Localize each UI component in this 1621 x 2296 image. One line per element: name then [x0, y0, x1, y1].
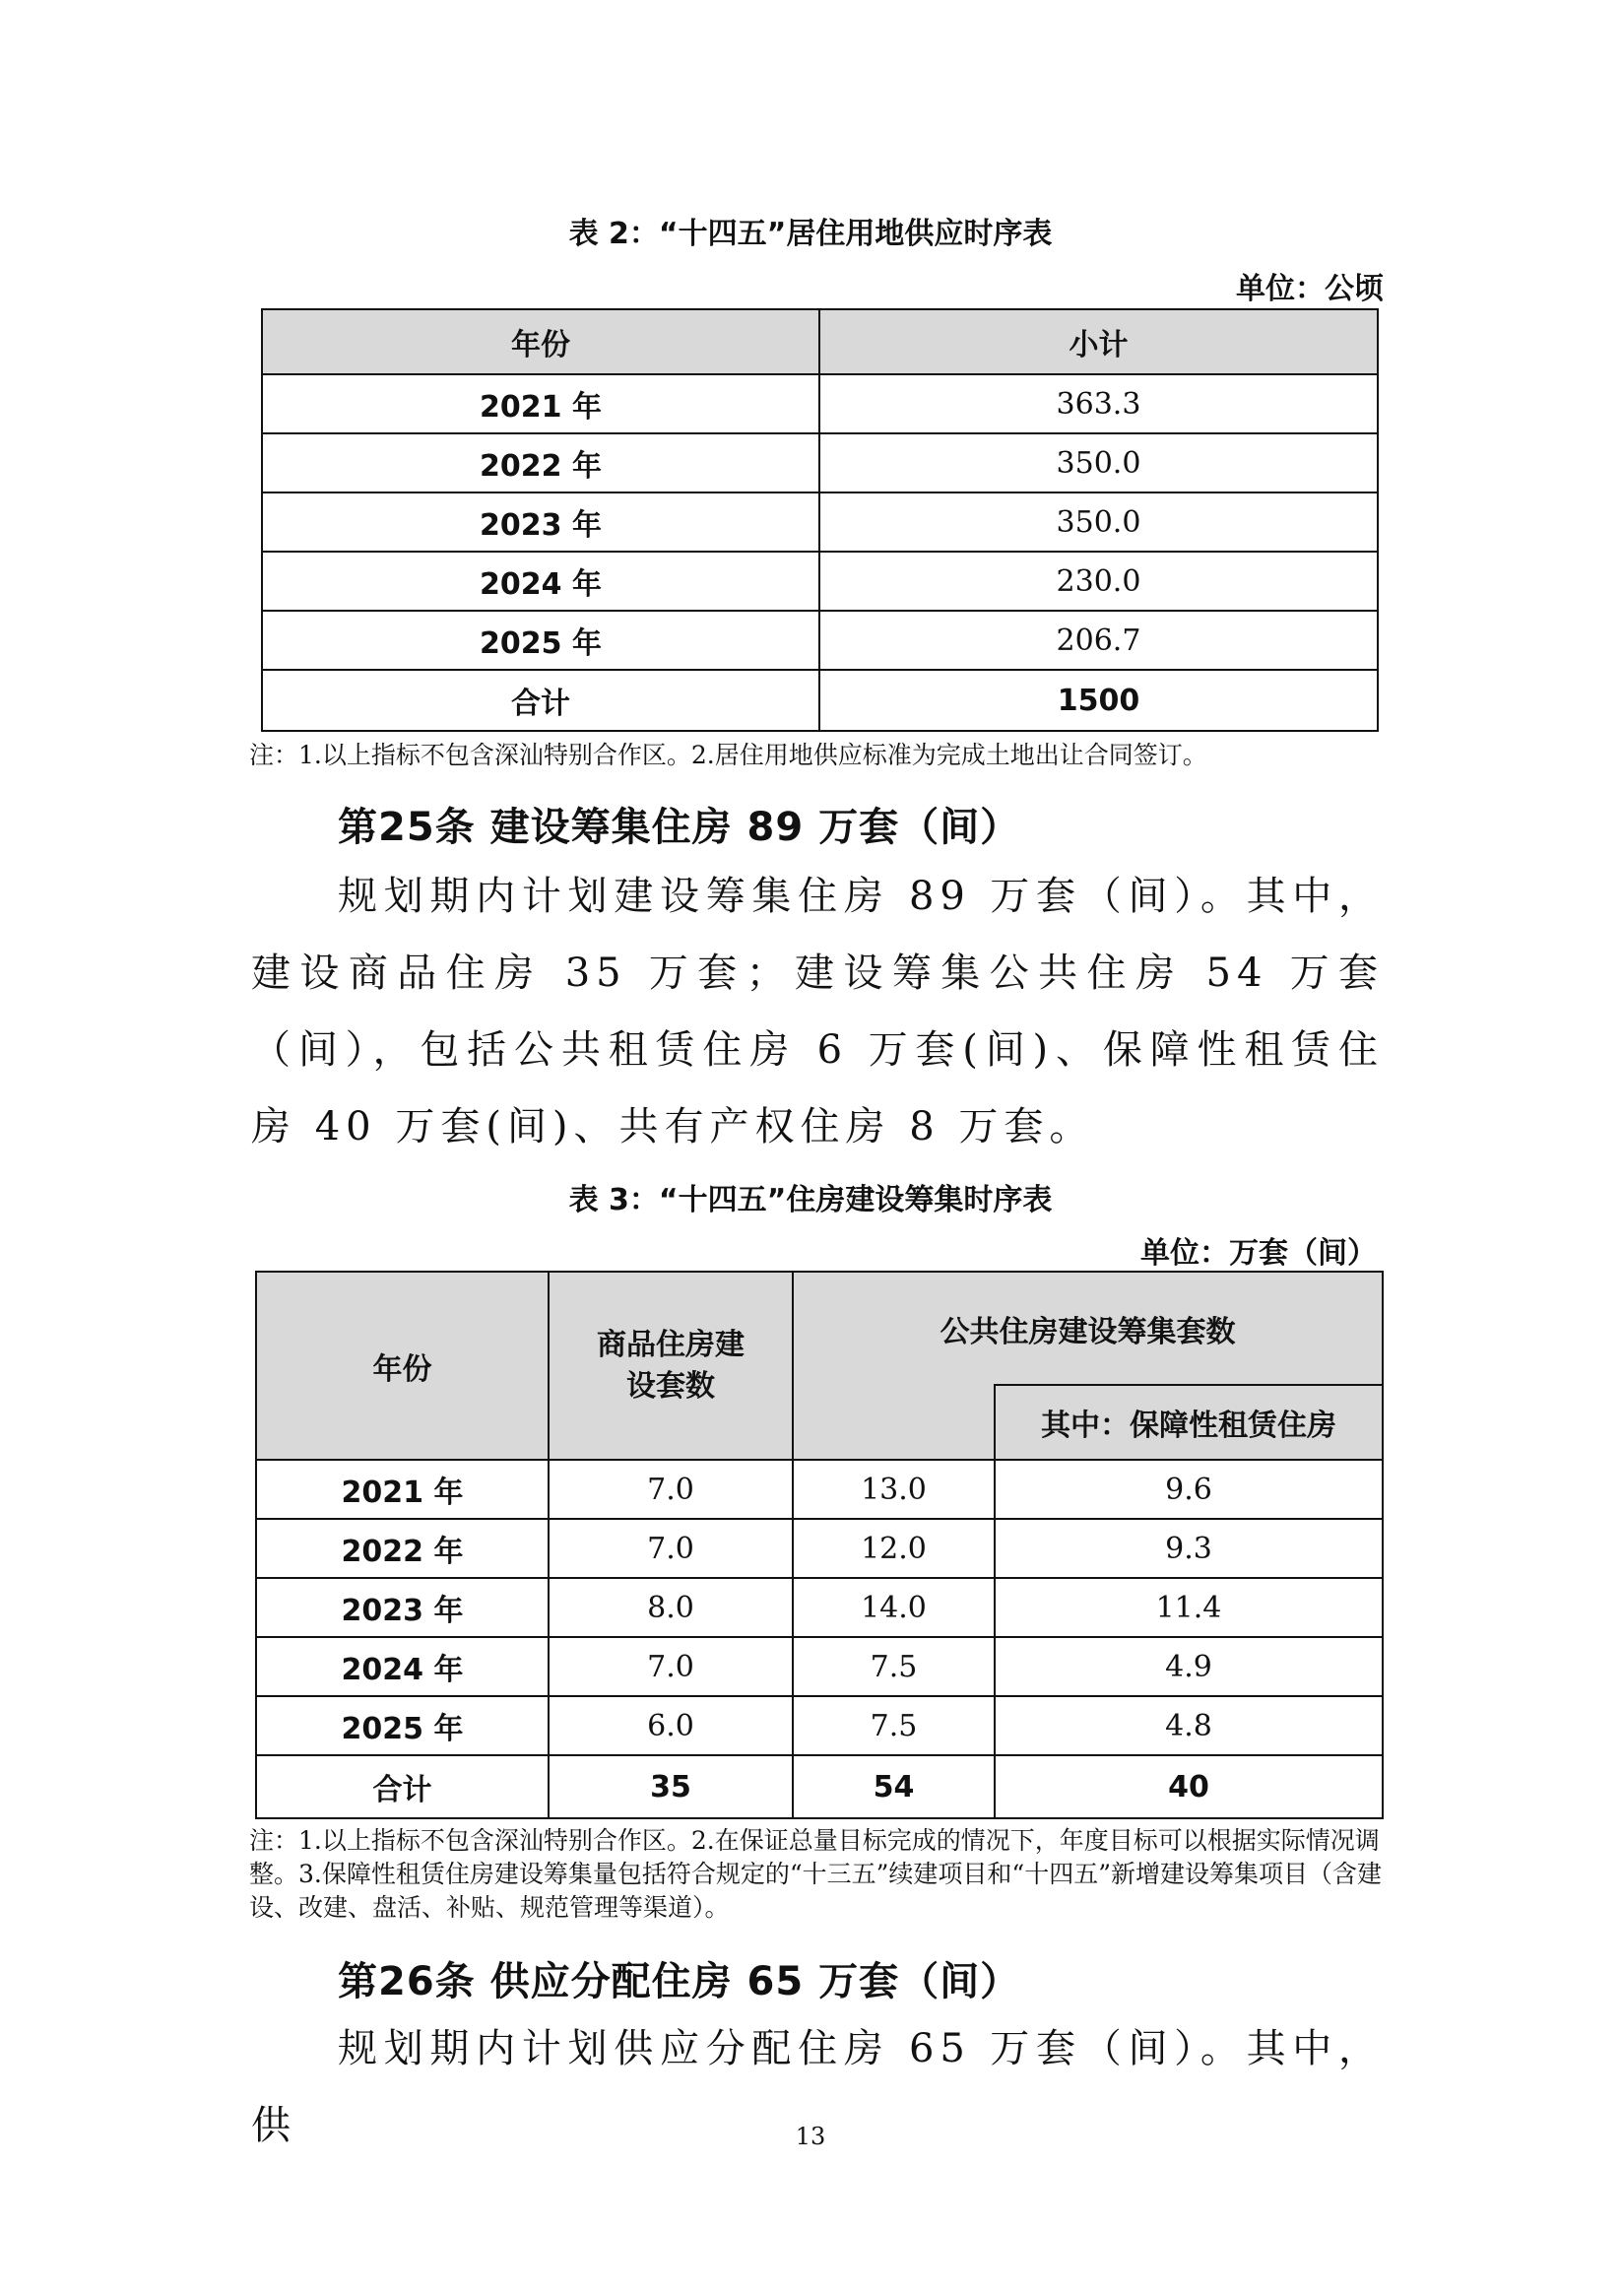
table-row — [256, 1637, 1383, 1696]
table3-header-year: 年份 — [256, 1272, 549, 1460]
table2-year-cell: 2023 年 — [262, 492, 819, 552]
table3-unit: 单位：万套（间） — [1140, 1236, 1377, 1271]
table-row — [256, 1578, 1383, 1637]
table2-header-row — [262, 309, 1378, 374]
table3 — [255, 1271, 1384, 1819]
table-row — [256, 1696, 1383, 1755]
table3-affordable-cell: 4.8 — [995, 1696, 1383, 1755]
article25-paragraph: 规划期内计划建设筹集住房 89 万套（间）。其中，建设商品住房 35 万套；建设筹集公共住房 54 万套（间），包括公共租赁住房 6 万套(间)、保障性租赁住房 40 万套(间)、共有产权住房 8 万套。 — [251, 874, 1384, 1149]
table2-caption: 表 2：“十四五”居住用地供应时序表 — [568, 217, 1053, 251]
table3-affordable-cell: 11.4 — [995, 1578, 1383, 1637]
table3-affordable-cell: 4.9 — [995, 1637, 1383, 1696]
table2-value-cell: 206.7 — [819, 611, 1378, 670]
table2-header-subtotal: 小计 — [819, 309, 1378, 374]
table-row — [262, 374, 1378, 433]
table2-unit: 单位：公顷 — [1236, 272, 1384, 306]
table2-year-cell: 2022 年 — [262, 433, 819, 492]
table2-value-cell: 350.0 — [819, 492, 1378, 552]
table3-header-spacer — [793, 1385, 995, 1460]
page-number: 13 — [795, 2123, 826, 2150]
table3-year-cell: 2023 年 — [256, 1578, 549, 1637]
table3-header-affordable: 其中：保障性租赁住房 — [995, 1385, 1383, 1460]
table3-commercial-cell: 6.0 — [549, 1696, 793, 1755]
table3-public-cell: 14.0 — [793, 1578, 995, 1637]
table3-year-cell: 2021 年 — [256, 1460, 549, 1519]
table2-value-cell: 350.0 — [819, 433, 1378, 492]
table3-year-cell: 2025 年 — [256, 1696, 549, 1755]
table3-public-cell: 13.0 — [793, 1460, 995, 1519]
table3-affordable-cell: 9.6 — [995, 1460, 1383, 1519]
table-row — [262, 552, 1378, 611]
table2-total-value: 1500 — [819, 670, 1378, 731]
table3-commercial-cell: 7.0 — [549, 1519, 793, 1578]
table3-public-cell: 12.0 — [793, 1519, 995, 1578]
table-row — [262, 492, 1378, 552]
article25-heading: 第25条 建设筹集住房 89 万套（间） — [338, 805, 1021, 850]
table3-total-label: 合计 — [256, 1755, 549, 1818]
table2-year-cell: 2025 年 — [262, 611, 819, 670]
table3-affordable-cell: 9.3 — [995, 1519, 1383, 1578]
table3-public-cell: 7.5 — [793, 1637, 995, 1696]
table-row — [256, 1519, 1383, 1578]
table2-value-cell: 363.3 — [819, 374, 1378, 433]
table3-total-row — [256, 1755, 1383, 1818]
table2-value-cell: 230.0 — [819, 552, 1378, 611]
table3-year-cell: 2024 年 — [256, 1637, 549, 1696]
table2 — [261, 308, 1379, 732]
table3-note: 注：1.以上指标不包含深汕特别合作区。2.在保证总量目标完成的情况下，年度目标可以根据实际情况调整。3.保障性租赁住房建设筹集量包括符合规定的“十三五”续建项目和“十四五”新增建设筹集项目（含建设、改建、盘活、补贴、规范管理等渠道）。 — [249, 1826, 1382, 1922]
table3-header-commercial: 商品住房建设套数 — [549, 1272, 793, 1460]
table3-header-row — [256, 1272, 1383, 1385]
table3-commercial-cell: 8.0 — [549, 1578, 793, 1637]
table3-total-public: 54 — [793, 1755, 995, 1818]
table2-total-row — [262, 670, 1378, 731]
table-row — [262, 433, 1378, 492]
table-row — [256, 1460, 1383, 1519]
article26-paragraph: 规划期内计划供应分配住房 65 万套（间）。其中，供 — [251, 2026, 1384, 2148]
table2-note: 注：1.以上指标不包含深汕特别合作区。2.居住用地供应标准为完成土地出让合同签订。 — [249, 741, 1207, 769]
table3-total-affordable: 40 — [995, 1755, 1383, 1818]
table2-year-cell: 2024 年 — [262, 552, 819, 611]
table-row — [262, 611, 1378, 670]
table2-total-label: 合计 — [262, 670, 819, 731]
table2-year-cell: 2021 年 — [262, 374, 819, 433]
table3-public-cell: 7.5 — [793, 1696, 995, 1755]
table2-header-year: 年份 — [262, 309, 819, 374]
article26-heading: 第26条 供应分配住房 65 万套（间） — [338, 1959, 1021, 2004]
table3-total-commercial: 35 — [549, 1755, 793, 1818]
table3-header-public: 公共住房建设筹集套数 — [793, 1272, 1383, 1385]
table3-year-cell: 2022 年 — [256, 1519, 549, 1578]
table3-commercial-cell: 7.0 — [549, 1460, 793, 1519]
table3-commercial-cell: 7.0 — [549, 1637, 793, 1696]
table3-caption: 表 3：“十四五”住房建设筹集时序表 — [568, 1183, 1053, 1217]
